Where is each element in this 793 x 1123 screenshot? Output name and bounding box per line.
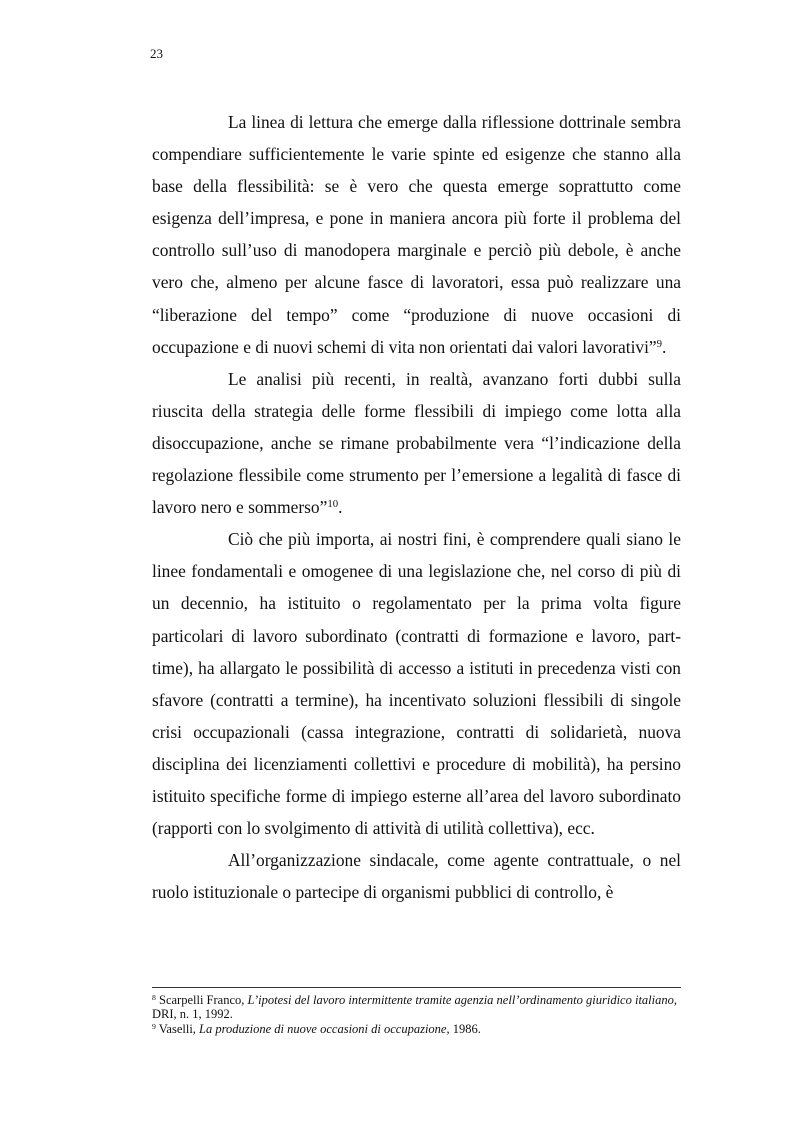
footnote-title: L’ipotesi del lavoro intermittente tramite agenzia nell’ordinamento giuridico italiano [247,993,674,1007]
paragraph-2 [152,363,681,523]
footnote-author: Vaselli, [155,1021,200,1036]
paragraph-text: Ciò che più importa, ai nostri fini, è comprendere quali siano le linee fondamentali e omogenee di una legislazione che, nel corso di più di un decennio, ha istituito o regolamentato per la prima volta figure particolari di lavoro subordinato (contratti di formazione e lavoro, part-time), ha allargato le possibilità di accesso a istituti in precedenza visti con sfavore (contratti a termine), ha incentivato soluzioni flessibili di singole crisi occupazionali (cassa integrazione, contratti di solidarietà, nuova disciplina dei licenziamenti collettivi e procedure di mobilità), ha persino istituito specifiche forme di impiego esterne all’area del lavoro subordinato (rapporti con lo svolgimento di attività di utilità collettiva), ecc. [152,529,681,839]
footnote-title: La produzione di nuove occasioni di occupazione [199,1021,447,1036]
paragraph-end: . [662,336,667,357]
footnote-8 [152,993,681,1022]
footnote-9 [152,1022,681,1036]
page-number: 23 [150,46,163,61]
paragraph-1 [152,106,681,363]
footnote-separator [152,987,681,988]
paragraph-text: All’organizzazione sindacale, come agente contrattuale, o nel ruolo istituzionale o partecipe di organismi pubblici di controllo, è [152,850,681,903]
body-text [152,106,681,908]
paragraph-end: . [338,497,343,518]
footnote-number: 8 [152,992,156,1002]
paragraph-4 [152,844,681,908]
footnote-ref: 9 [656,337,663,350]
footnote-number: 9 [152,1021,156,1031]
paragraph-text: La linea di lettura che emerge dalla riflessione dottrinale sembra compendiare sufficientemente le varie spinte ed esigenze che stanno alla base della flessibilità: se è vero che questa emerge soprattutto come esigenza dell’impresa, e pone in maniera ancora più forte il problema del controllo sull’uso di manodopera marginale e perciò più debole, è anche vero che, almeno per alcune fasce di lavoratori, essa può realizzare una “liberazione del tempo” come “produzione di nuove occasioni di occupazione e di nuovi schemi di vita non orientati dai valori lavorativi” [152,112,681,357]
footnote-ref: 10 [327,498,339,511]
footnote-source: , DRI, n. 1, 1992. [152,993,677,1022]
paragraph-text: Le analisi più recenti, in realtà, avanzano forti dubbi sulla riuscita della strategia delle forme flessibili di impiego come lotta alla disoccupazione, anche se rimane probabilmente vera “l’indicazione della regolazione flessibile come strumento per l’emersione a legalità di fasce di lavoro nero e sommerso” [152,368,681,518]
paragraph-3 [152,523,681,844]
footnote-source: , 1986. [446,1021,481,1036]
footnote-author: Scarpelli Franco, [155,993,248,1007]
footnotes [152,993,681,1036]
